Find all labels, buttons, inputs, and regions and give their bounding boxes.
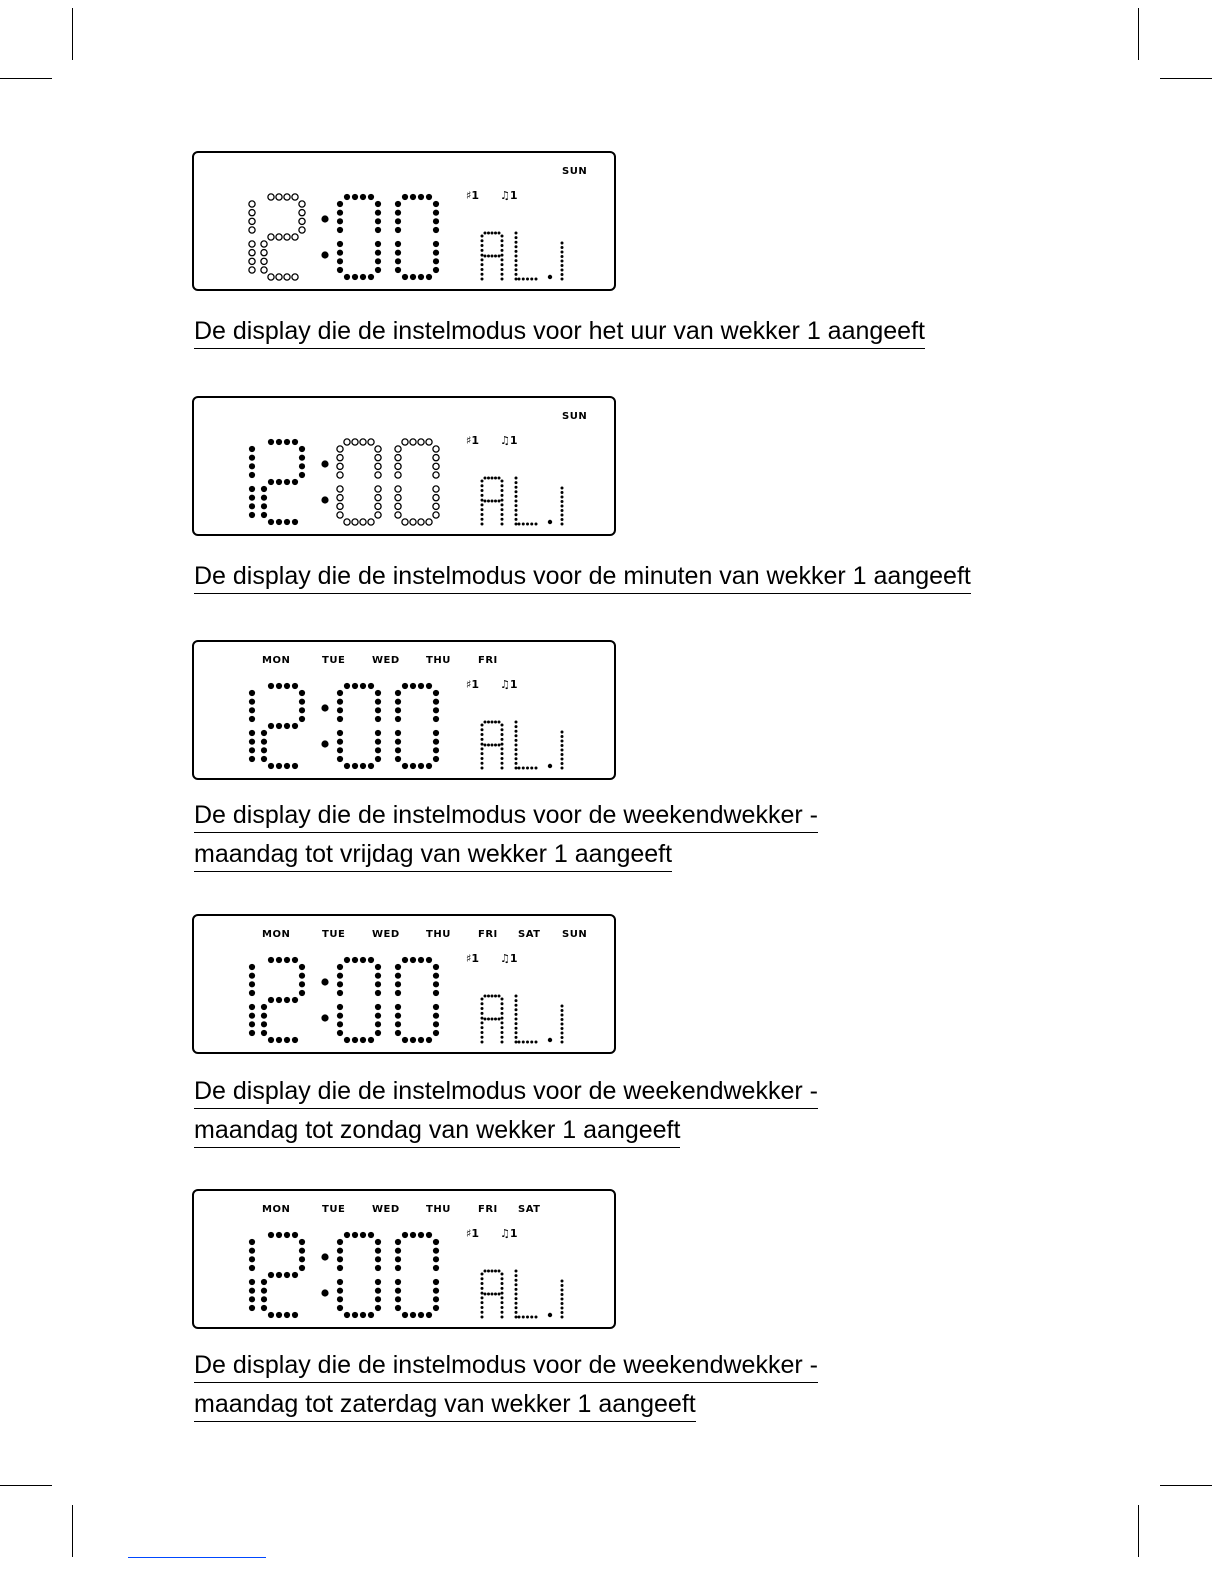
alarm-indicator: ♯1 bbox=[466, 952, 479, 965]
display-caption: De display die de instelmodus voor de weekendwekker - bbox=[194, 1076, 818, 1109]
crop-mark bbox=[72, 1505, 73, 1557]
weekday-mon: MON bbox=[262, 1204, 291, 1215]
weekday-fri: FRI bbox=[478, 655, 498, 666]
weekday-thu: THU bbox=[426, 655, 451, 666]
dot-matrix-time bbox=[194, 916, 618, 1056]
melody-indicator: ♫1 bbox=[500, 189, 518, 202]
crop-mark bbox=[1138, 8, 1139, 60]
crop-mark bbox=[1160, 1485, 1212, 1486]
weekday-wed: WED bbox=[372, 655, 400, 666]
weekday-sat: SAT bbox=[518, 1204, 541, 1215]
dot-matrix-time bbox=[194, 642, 618, 782]
alarm-indicator: ♯1 bbox=[466, 678, 479, 691]
display-caption: De display die de instelmodus voor de weekendwekker - bbox=[194, 800, 818, 833]
alarm-indicator: ♯1 bbox=[466, 434, 479, 447]
weekday-tue: TUE bbox=[322, 655, 346, 666]
melody-indicator: ♫1 bbox=[500, 678, 518, 691]
weekday-mon: MON bbox=[262, 929, 291, 940]
dot-matrix-time bbox=[194, 153, 618, 293]
crop-mark bbox=[72, 8, 73, 60]
weekday-sun: SUN bbox=[562, 929, 588, 940]
melody-indicator: ♫1 bbox=[500, 434, 518, 447]
crop-mark bbox=[1138, 1505, 1139, 1557]
weekday-wed: WED bbox=[372, 929, 400, 940]
display-caption: maandag tot zaterdag van wekker 1 aangeeft bbox=[194, 1389, 696, 1422]
display-caption: De display die de instelmodus voor de weekendwekker - bbox=[194, 1350, 818, 1383]
alarm-indicator: ♯1 bbox=[466, 189, 479, 202]
crop-mark bbox=[0, 78, 52, 79]
lcd-display bbox=[192, 151, 616, 291]
lcd-display bbox=[192, 914, 616, 1054]
display-caption: De display die de instelmodus voor de minuten van wekker 1 aangeeft bbox=[194, 561, 971, 594]
weekday-sun: SUN bbox=[562, 166, 588, 177]
weekday-fri: FRI bbox=[478, 929, 498, 940]
weekday-tue: TUE bbox=[322, 929, 346, 940]
weekday-thu: THU bbox=[426, 1204, 451, 1215]
alarm-indicator: ♯1 bbox=[466, 1227, 479, 1240]
crop-mark bbox=[1160, 78, 1212, 79]
display-caption: maandag tot vrijdag van wekker 1 aangeeft bbox=[194, 839, 672, 872]
weekday-sun: SUN bbox=[562, 411, 588, 422]
melody-indicator: ♫1 bbox=[500, 1227, 518, 1240]
weekday-sat: SAT bbox=[518, 929, 541, 940]
crop-mark bbox=[0, 1485, 52, 1486]
dot-matrix-time bbox=[194, 1191, 618, 1331]
display-caption: maandag tot zondag van wekker 1 aangeeft bbox=[194, 1115, 680, 1148]
weekday-tue: TUE bbox=[322, 1204, 346, 1215]
dot-matrix-time bbox=[194, 398, 618, 538]
weekday-mon: MON bbox=[262, 655, 291, 666]
weekday-thu: THU bbox=[426, 929, 451, 940]
weekday-fri: FRI bbox=[478, 1204, 498, 1215]
weekday-wed: WED bbox=[372, 1204, 400, 1215]
display-caption: De display die de instelmodus voor het uur van wekker 1 aangeeft bbox=[194, 316, 925, 349]
lcd-display bbox=[192, 1189, 616, 1329]
footer-rule bbox=[128, 1557, 266, 1558]
melody-indicator: ♫1 bbox=[500, 952, 518, 965]
lcd-display bbox=[192, 640, 616, 780]
lcd-display bbox=[192, 396, 616, 536]
